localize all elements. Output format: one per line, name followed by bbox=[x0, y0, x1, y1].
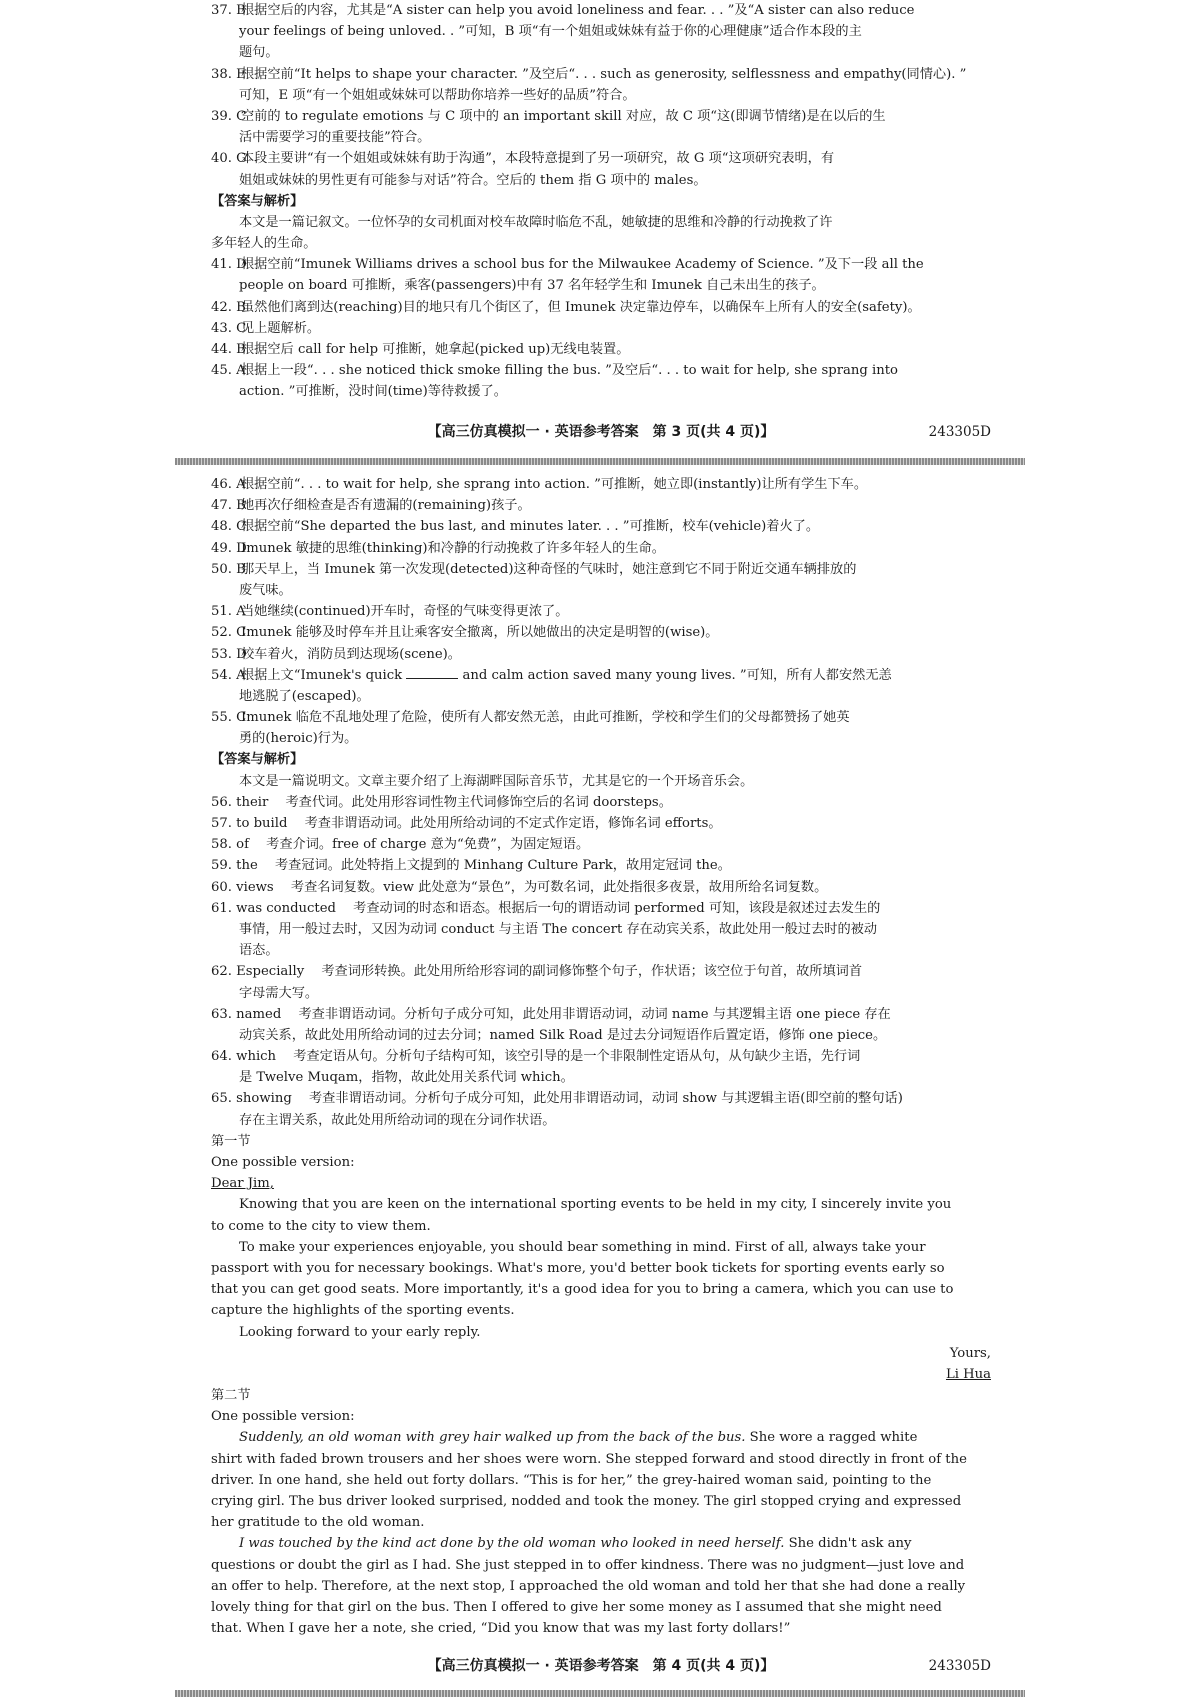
answer-line bbox=[211, 792, 991, 813]
answer-line-continued: 勇的(heroic)行为。 bbox=[239, 731, 358, 747]
answer-line bbox=[211, 106, 991, 127]
answer-text: 空前的 to regulate emotions 与 C 项中的 an important skill 对应，故 C 项“这(即调节情绪)是在以后的生 bbox=[241, 108, 886, 124]
answer-line bbox=[211, 538, 991, 559]
answer-number: 65. showing bbox=[211, 1091, 292, 1107]
letter-salutation: Dear Jim, bbox=[211, 1176, 274, 1192]
footer-code: 243305D bbox=[928, 424, 991, 440]
answer-number: 39. C bbox=[211, 108, 247, 124]
answer-text: 根据空前“Imunek Williams drives a school bus for the Milwaukee Academy of Science. ”及下一段 all the bbox=[241, 257, 924, 273]
answer-line-continued: 可知，E 项“有一个姐姐或妹妹可以帮助你培养一些好的品质”符合。 bbox=[239, 87, 636, 103]
section-heading: 【答案与解析】 bbox=[211, 193, 304, 209]
answer-text: Imunek 能够及时停车并且让乘客安全撤离，所以她做出的决定是明智的(wise)。 bbox=[241, 625, 719, 641]
answer-text: 考查非谓语动词。此处用所给动词的不定式作定语，修饰名词 efforts。 bbox=[291, 816, 722, 831]
answer-number: 51. A bbox=[211, 604, 246, 620]
answer-line bbox=[211, 318, 991, 339]
version-label: One possible version: bbox=[211, 1409, 355, 1425]
story-line: her gratitude to the old woman. bbox=[211, 1515, 425, 1531]
answer-line bbox=[211, 813, 991, 834]
answer-number: 56. their bbox=[211, 794, 269, 810]
paragraph-line: 本文是一篇说明文。文章主要介绍了上海湖畔国际音乐节，尤其是它的一个开场音乐会。 bbox=[239, 773, 754, 789]
answer-line bbox=[211, 495, 991, 516]
paragraph-line: passport with you for necessary bookings. What's more, you'd better book tickets for sporting events early so bbox=[211, 1260, 945, 1276]
page-separator bbox=[175, 458, 1025, 465]
answer-line bbox=[211, 1004, 991, 1025]
answer-text: 那天早上，当 Imunek 第一次发现(detected)这种奇怪的气味时，她注意到它不同于附近交通车辆排放的 bbox=[241, 561, 857, 577]
answer-line bbox=[211, 148, 991, 169]
answer-number: 45. A bbox=[211, 363, 246, 379]
paragraph-line: that you can get good seats. More importantly, it's a good idea for you to bring a camera, which you can use to bbox=[211, 1282, 954, 1298]
page-separator bbox=[175, 1690, 1025, 1697]
answer-number: 40. G bbox=[211, 151, 247, 167]
answer-line bbox=[211, 516, 991, 537]
answer-line bbox=[211, 64, 991, 85]
answer-page-4 bbox=[211, 474, 991, 1639]
story-line: crying girl. The bus driver looked surprised, nodded and took the money. The girl stopped crying and expressed bbox=[211, 1494, 962, 1509]
answer-line bbox=[211, 254, 991, 275]
answer-number: 44. B bbox=[211, 342, 246, 357]
fill-blank bbox=[406, 666, 458, 679]
paragraph-line: capture the highlights of the sporting events. bbox=[211, 1303, 515, 1319]
answer-number: 64. which bbox=[211, 1049, 277, 1065]
answer-text: 虽然他们离到达(reaching)目的地只有几个街区了，但 Imunek 决定靠边停车，以确保车上所有人的安全(safety)。 bbox=[241, 299, 921, 315]
answer-line bbox=[211, 297, 991, 318]
paragraph-line: to come to the city to view them. bbox=[211, 1218, 431, 1234]
answer-number: 59. the bbox=[211, 858, 258, 874]
answer-page-3 bbox=[211, 0, 991, 403]
answer-line-continued: 语态。 bbox=[239, 943, 279, 959]
answer-text-part: and calm action saved many young lives. ”可知，所有人都安然无恙 bbox=[462, 667, 892, 683]
answer-text: 考查词形转换。此处用所给形容词的副词修饰整个句子，作状语；该空位于句首，故所填词首 bbox=[308, 964, 863, 980]
answer-number: 50. B bbox=[211, 561, 246, 577]
answer-line-continued: 是 Twelve Muqam，指物，故此处用关系代词 which。 bbox=[239, 1070, 574, 1086]
answer-number: 63. named bbox=[211, 1006, 282, 1022]
story-given-sentence: Suddenly, an old woman with grey hair walked up from the back of the bus. bbox=[239, 1430, 746, 1446]
answer-line bbox=[211, 559, 991, 580]
answer-line-continued: action. ”可推断，没时间(time)等待救援了。 bbox=[239, 384, 507, 400]
answer-number: 62. Especially bbox=[211, 964, 305, 980]
answer-text: 根据上一段“. . . she noticed thick smoke filling the bus. ”及空后“. . . to wait for help, she sprang into bbox=[241, 363, 898, 379]
answer-text: 根据空前“. . . to wait for help, she sprang into action. ”可推断，她立即(instantly)让所有学生下车。 bbox=[241, 477, 868, 492]
answer-number: 41. D bbox=[211, 257, 247, 273]
story-line: that. When I gave her a note, she cried, “Did you know that was my last forty dollars!” bbox=[211, 1621, 791, 1637]
answer-number: 43. C bbox=[211, 320, 247, 336]
footer-code: 243305D bbox=[928, 1658, 991, 1674]
answer-line-continued: your feelings of being unloved. . ”可知，B 项“有一个姐姐或妹妹有益于你的心理健康”适合作本段的主 bbox=[239, 24, 862, 40]
answer-text: 当她继续(continued)开车时，奇怪的气味变得更浓了。 bbox=[241, 604, 569, 620]
answer-text: 根据空前“It helps to shape your character. ”及空后“. . . such as generosity, selflessness and empathy(同情心). ” bbox=[241, 66, 967, 82]
story-line: shirt with faded brown trousers and her shoes were worn. She stepped forward and stood directly in front of the bbox=[211, 1451, 967, 1467]
answer-text: 考查定语从句。分析句子结构可知，该空引导的是一个非限制性定语从句，从句缺少主语，先行词 bbox=[280, 1049, 861, 1065]
paragraph-line: Knowing that you are keen on the international sporting events to be held in my city, I sincerely invite you bbox=[239, 1197, 952, 1213]
answer-text: 根据空后的内容，尤其是“A sister can help you avoid loneliness and fear. . . ”及“A sister can also reduce bbox=[241, 3, 915, 18]
answer-number: 57. to build bbox=[211, 816, 288, 831]
answer-line bbox=[211, 0, 991, 21]
answer-text: 考查代词。此处用形容词性物主代词修饰空后的名词 doorsteps。 bbox=[272, 794, 672, 810]
answer-line-continued: 事情，用一般过去时，又因为动词 conduct 与主语 The concert 存在动宾关系，故此处用一般过去时的被动 bbox=[239, 921, 878, 937]
answer-line bbox=[211, 1088, 991, 1109]
answer-text: 根据空前“She departed the bus last, and minutes later. . . ”可推断，校车(vehicle)着火了。 bbox=[241, 519, 820, 535]
answer-line-continued: 字母需大写。 bbox=[239, 985, 319, 1001]
answer-number: 46. A bbox=[211, 477, 246, 492]
answer-line bbox=[211, 601, 991, 622]
footer-title: 【高三仿真模拟一 · 英语参考答案 第 3 页(共 4 页)】 bbox=[427, 424, 775, 440]
answer-number: 54. A bbox=[211, 667, 246, 683]
answer-text-part: 根据上文“Imunek's quick bbox=[241, 667, 403, 683]
version-label: One possible version: bbox=[211, 1155, 355, 1170]
story-line: questions or doubt the girl as I had. She just stepped in to offer kindness. There was no judgment—just love and bbox=[211, 1557, 965, 1573]
answer-number: 48. C bbox=[211, 519, 247, 535]
answer-line-continued: 姐姐或妹妹的男性更有可能参与对话”符合。空后的 them 指 G 项中的 males。 bbox=[239, 172, 707, 188]
answer-line bbox=[211, 644, 991, 665]
answer-number: 53. D bbox=[211, 646, 247, 662]
letter-closing: Yours, bbox=[949, 1345, 991, 1361]
answer-line bbox=[211, 360, 991, 381]
answer-line bbox=[211, 665, 991, 686]
footer-title: 【高三仿真模拟一 · 英语参考答案 第 4 页(共 4 页)】 bbox=[427, 1658, 775, 1674]
section-heading: 【答案与解析】 bbox=[211, 752, 304, 768]
paragraph-line: 多年轻人的生命。 bbox=[211, 236, 317, 252]
answer-text: Imunek 敏捷的思维(thinking)和冷静的行动挽救了许多年轻人的生命。 bbox=[241, 540, 665, 556]
answer-line bbox=[211, 474, 991, 495]
story-line: lovely thing for that girl on the bus. Then I offered to give her some money as I assumed that she might need bbox=[211, 1599, 942, 1615]
page-footer-4 bbox=[211, 1654, 991, 1678]
answer-number: 49. D bbox=[211, 540, 247, 556]
paragraph-line: To make your experiences enjoyable, you should bear something in mind. First of all, always take your bbox=[239, 1239, 926, 1255]
page-footer-3 bbox=[211, 420, 991, 444]
answer-line-continued: 活中需要学习的重要技能”符合。 bbox=[239, 130, 431, 146]
story-line: an offer to help. Therefore, at the next stop, I approached the old woman and told her that she had done a really bbox=[211, 1578, 966, 1594]
answer-number: 37. B bbox=[211, 3, 246, 18]
answer-line-continued: 地逃脱了(escaped)。 bbox=[239, 688, 370, 704]
answer-line bbox=[211, 855, 991, 876]
answer-line-continued: 题句。 bbox=[239, 45, 279, 61]
answer-text: 见上题解析。 bbox=[241, 320, 321, 336]
answer-number: 58. of bbox=[211, 837, 249, 853]
section-label: 第二节 bbox=[211, 1388, 251, 1404]
answer-number: 42. B bbox=[211, 299, 246, 315]
answer-text: 本段主要讲“有一个姐姐或妹妹有助于沟通”，本段特意提到了另一项研究，故 G 项“这项研究表明，有 bbox=[241, 151, 835, 167]
paragraph-line: Looking forward to your early reply. bbox=[239, 1324, 481, 1340]
answer-line bbox=[211, 1046, 991, 1067]
answer-text: 考查名词复数。view 此处意为“景色”，为可数名词，此处指很多夜景，故用所给名词复数。 bbox=[277, 879, 828, 895]
answer-text: 考查介词。free of charge 意为“免费”，为固定短语。 bbox=[253, 837, 590, 853]
answer-line bbox=[211, 898, 991, 919]
story-text: She wore a ragged white bbox=[745, 1430, 918, 1446]
answer-text: 她再次仔细检查是否有遗漏的(remaining)孩子。 bbox=[241, 498, 531, 514]
section-label: 第一节 bbox=[211, 1133, 251, 1149]
answer-text: 根据空后 call for help 可推断，她拿起(picked up)无线电装置。 bbox=[241, 342, 630, 357]
story-line bbox=[211, 1427, 991, 1448]
answer-line-continued: 动宾关系，故此处用所给动词的过去分词；named Silk Road 是过去分词短语作后置定语，修饰 one piece。 bbox=[239, 1027, 887, 1043]
story-line bbox=[211, 1533, 991, 1554]
answer-text: Imunek 临危不乱地处理了危险，使所有人都安然无恙，由此可推断，学校和学生们的父母都赞扬了她英 bbox=[241, 710, 850, 726]
letter-signature: Li Hua bbox=[945, 1366, 991, 1382]
answer-text: 考查冠词。此处特指上文提到的 Minhang Culture Park，故用定冠词 the。 bbox=[261, 858, 731, 874]
answer-line bbox=[211, 339, 991, 360]
answer-line bbox=[211, 707, 991, 728]
answer-line-continued: 存在主谓关系，故此处用所给动词的现在分词作状语。 bbox=[239, 1112, 556, 1128]
answer-line bbox=[211, 622, 991, 643]
answer-line bbox=[211, 834, 991, 855]
answer-text: 考查动词的时态和语态。根据后一句的谓语动词 performed 可知，该段是叙述过去发生的 bbox=[339, 900, 881, 916]
answer-line-continued: 废气味。 bbox=[239, 582, 292, 598]
story-line: driver. In one hand, she held out forty dollars. “This is for her,” the grey-haired woman said, pointing to the bbox=[211, 1472, 932, 1488]
answer-number: 38. E bbox=[211, 66, 246, 82]
story-text: She didn't ask any bbox=[784, 1536, 912, 1552]
answer-line bbox=[211, 961, 991, 982]
answer-number: 52. C bbox=[211, 625, 247, 641]
answer-line-continued: people on board 可推断，乘客(passengers)中有 37 名年轻学生和 Imunek 自己未出生的孩子。 bbox=[239, 278, 825, 294]
answer-number: 55. C bbox=[211, 710, 247, 726]
letter-signature-row bbox=[211, 1364, 991, 1385]
answer-number: 60. views bbox=[211, 879, 274, 895]
answer-line bbox=[211, 877, 991, 898]
answer-number: 61. was conducted bbox=[211, 900, 336, 916]
paragraph-line: 本文是一篇记叙文。一位怀孕的女司机面对校车故障时临危不乱，她敏捷的思维和冷静的行动挽救了许 bbox=[239, 214, 833, 230]
story-given-sentence: I was touched by the kind act done by the old woman who looked in need herself. bbox=[239, 1536, 785, 1552]
answer-text: 校车着火，消防员到达现场(scene)。 bbox=[241, 646, 461, 662]
answer-text: 考查非谓语动词。分析句子成分可知，此处用非谓语动词，动词 show 与其逻辑主语(即空前的整句话) bbox=[295, 1091, 903, 1107]
answer-number: 47. B bbox=[211, 498, 246, 514]
answer-text: 考查非谓语动词。分析句子成分可知，此处用非谓语动词，动词 name 与其逻辑主语 one piece 存在 bbox=[285, 1006, 891, 1022]
answer-text bbox=[241, 665, 991, 686]
